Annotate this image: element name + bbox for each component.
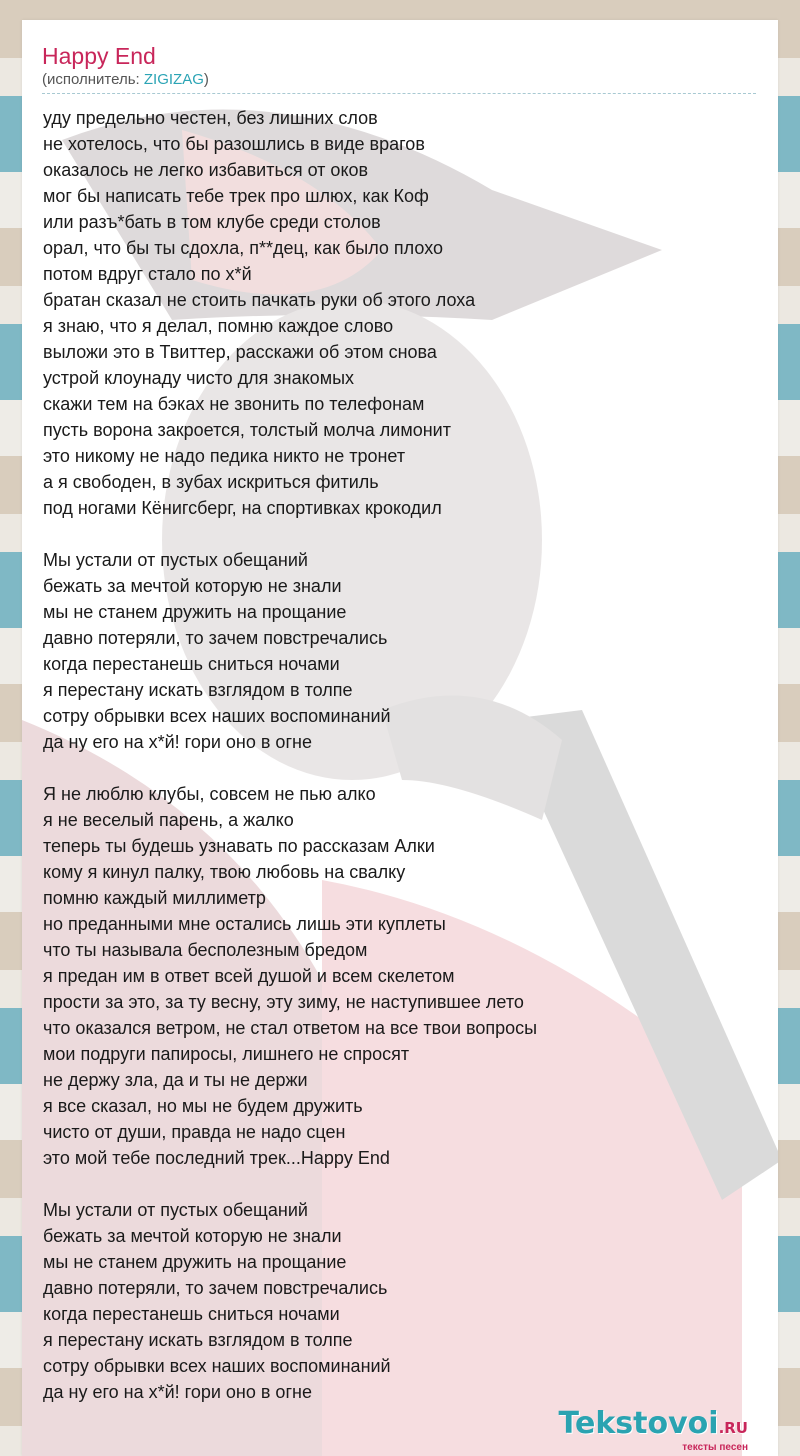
lyric-line: прости за это, за ту весну, эту зиму, не наступившее лето: [43, 992, 524, 1012]
lyric-line: сотру обрывки всех наших воспоминаний: [43, 706, 391, 726]
lyric-line: я не веселый парень, а жалко: [43, 810, 294, 830]
lyric-line: я знаю, что я делал, помню каждое слово: [43, 316, 394, 336]
lyric-line: мог бы написать тебе трек про шлюх, как Коф: [43, 186, 429, 206]
logo-name: Tekstovoi: [558, 1406, 719, 1441]
lyric-line: это мой тебе последний трек...Happy End: [43, 1148, 390, 1168]
artist-suffix: ): [203, 71, 209, 88]
lyric-line: мы не станем дружить на прощание: [43, 1252, 347, 1272]
lyric-line: оказалось не легко избавиться от оков: [43, 160, 369, 180]
lyric-line: давно потеряли, то зачем повстречались: [43, 1278, 388, 1298]
lyric-line: потом вдруг стало по х*й: [43, 264, 252, 284]
lyric-line: да ну его на х*й! гори оно в огне: [43, 732, 312, 752]
lyric-line: под ногами Кёнигсберг, на спортивках крокодил: [43, 498, 442, 518]
lyric-line: кому я кинул палку, твою любовь на свалку: [43, 862, 406, 882]
header-divider: [42, 93, 756, 94]
song-header: [42, 42, 758, 90]
lyric-line: Мы устали от пустых обещаний: [43, 550, 308, 570]
lyric-line: я перестану искать взглядом в толпе: [43, 680, 353, 700]
lyric-line: но преданными мне остались лишь эти куплеты: [43, 914, 446, 934]
lyric-line: пусть ворона закроется, толстый молча лимонит: [43, 420, 451, 440]
site-logo[interactable]: [559, 1408, 748, 1454]
logo-wordmark: [559, 1408, 748, 1444]
lyric-line: скажи тем на бэках не звонить по телефонам: [43, 394, 425, 414]
lyrics-card: [22, 20, 778, 1456]
lyric-line: выложи это в Твиттер, расскажи об этом снова: [43, 342, 437, 362]
lyric-line: я перестану искать взглядом в толпе: [43, 1330, 353, 1350]
lyric-line: когда перестанешь сниться ночами: [43, 1304, 340, 1324]
lyric-line: Мы устали от пустых обещаний: [43, 1200, 308, 1220]
lyric-line: я предан им в ответ всей душой и всем скелетом: [43, 966, 455, 986]
lyric-line: что ты называла бесполезным бредом: [43, 940, 368, 960]
lyric-line: не держу зла, да и ты не держи: [43, 1070, 308, 1090]
lyric-line: давно потеряли, то зачем повстречались: [43, 628, 388, 648]
lyric-line: устрой клоунаду чисто для знакомых: [43, 368, 355, 388]
lyric-line: сотру обрывки всех наших воспоминаний: [43, 1356, 391, 1376]
lyric-line: теперь ты будешь узнавать по рассказам Алки: [43, 836, 435, 856]
lyric-line: или разъ*бать в том клубе среди столов: [43, 212, 381, 232]
lyric-line: это никому не надо педика никто не тронет: [43, 446, 406, 466]
lyric-line: бежать за мечтой которую не знали: [43, 1226, 342, 1246]
lyrics-stanza: [43, 105, 763, 521]
lyric-line: бежать за мечтой которую не знали: [43, 576, 342, 596]
lyric-line: когда перестанешь сниться ночами: [43, 654, 340, 674]
logo-tagline: тексты песен: [682, 1442, 748, 1453]
lyric-line: орал, что бы ты сдохла, п**дец, как было плохо: [43, 238, 443, 258]
lyrics-stanza: [43, 781, 763, 1171]
lyric-line: мы не станем дружить на прощание: [43, 602, 347, 622]
lyric-line: а я свободен, в зубах искриться фитиль: [43, 472, 379, 492]
lyric-line: да ну его на х*й! гори оно в огне: [43, 1382, 312, 1402]
song-title: Happy End: [42, 43, 156, 69]
artist-link[interactable]: ZIGIZAG: [143, 71, 204, 88]
logo-tld: .RU: [718, 1419, 748, 1437]
lyric-line: Я не люблю клубы, совсем не пью алко: [43, 784, 376, 804]
lyrics-text: [43, 105, 763, 1431]
lyrics-stanza: [43, 1197, 763, 1405]
artist-prefix: (исполнитель:: [42, 71, 144, 88]
lyric-line: не хотелось, что бы разошлись в виде врагов: [43, 134, 425, 154]
lyric-line: братан сказал не стоить пачкать руки об этого лоха: [43, 290, 476, 310]
lyric-line: мои подруги папиросы, лишнего не спросят: [43, 1044, 410, 1064]
lyric-line: что оказался ветром, не стал ответом на все твои вопросы: [43, 1018, 538, 1038]
lyric-line: чисто от души, правда не надо сцен: [43, 1122, 346, 1142]
lyrics-stanza: [43, 547, 763, 755]
artist-line: [42, 70, 758, 90]
lyric-line: помню каждый миллиметр: [43, 888, 266, 908]
lyric-line: уду предельно честен, без лишних слов: [43, 108, 378, 128]
lyric-line: я все сказал, но мы не будем дружить: [43, 1096, 363, 1116]
